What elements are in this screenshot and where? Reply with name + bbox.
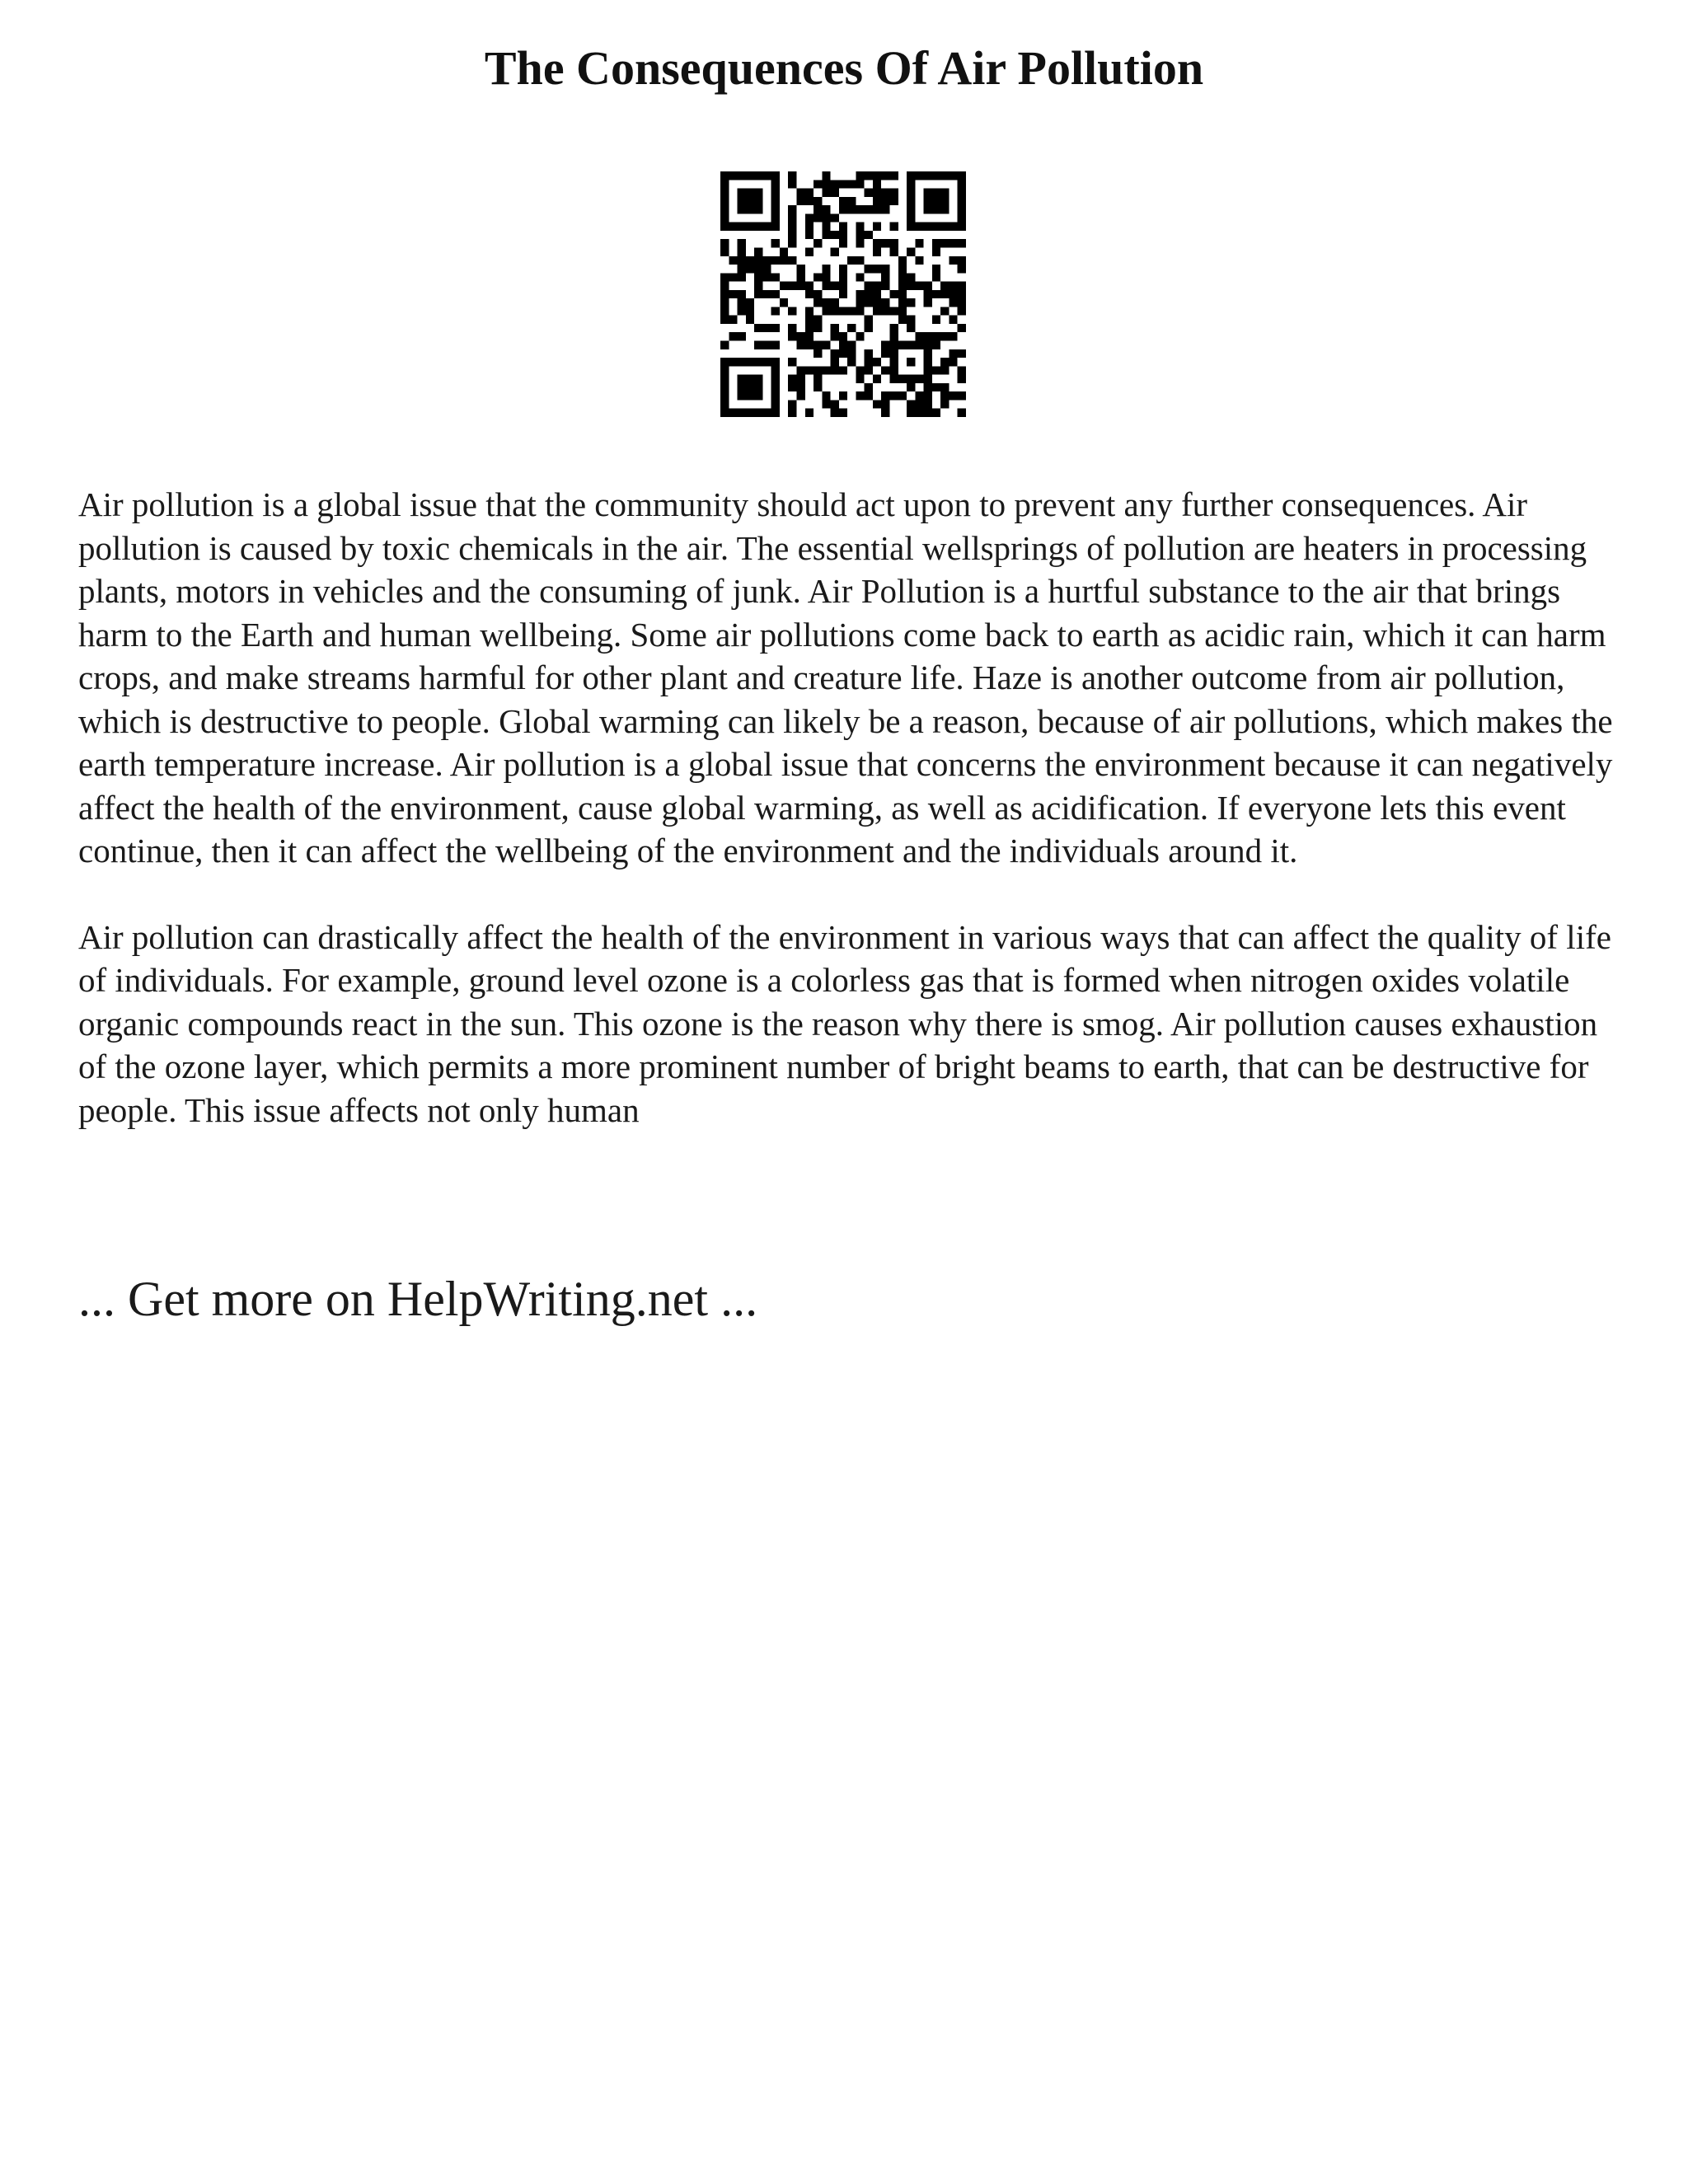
body-paragraph: Air pollution can drastically affect the health of the environment in various ways that can affect the quality of life of individuals. For example, ground level ozone is a colorless gas that is formed when nitrogen oxides volatile organic compounds react in the sun. This ozone is the reason why there is smog. Air pollution causes exhaustion of the ozone layer, which permits a more prominent number of bright beams to earth, that can be destructive for people. This issue affects not only human [78, 917, 1611, 1129]
qr-code-icon[interactable] [720, 171, 966, 417]
document-title: The Consequences Of Air Pollution [484, 41, 1204, 95]
document-body [78, 483, 1620, 1174]
body-paragraph: Air pollution is a global issue that the community should act upon to prevent any further consequences. Air pollution is caused by toxic chemicals in the air. The essential wellsprings of pollution are heaters in processing plants, motors in vehicles and the consuming of junk. Air Pollution is a hurtful substance to the air that brings harm to the Earth and human wellbeing. Some air pollutions come back to earth as acidic rain, which it can harm crops, and make streams harmful for other plant and creature life. Haze is another outcome from air pollution, which is destructive to people. Global warming can likely be a reason, because of air pollutions, which makes the earth temperature increase. Air pollution is a global issue that concerns the environment because it can negatively affect the health of the environment, cause global warming, as well as acidification. If everyone lets this event continue, then it can affect the wellbeing of the environment and the individuals around it. [78, 485, 1613, 869]
get-more-link[interactable]: ... Get more on HelpWriting.net ... [78, 1272, 758, 1326]
